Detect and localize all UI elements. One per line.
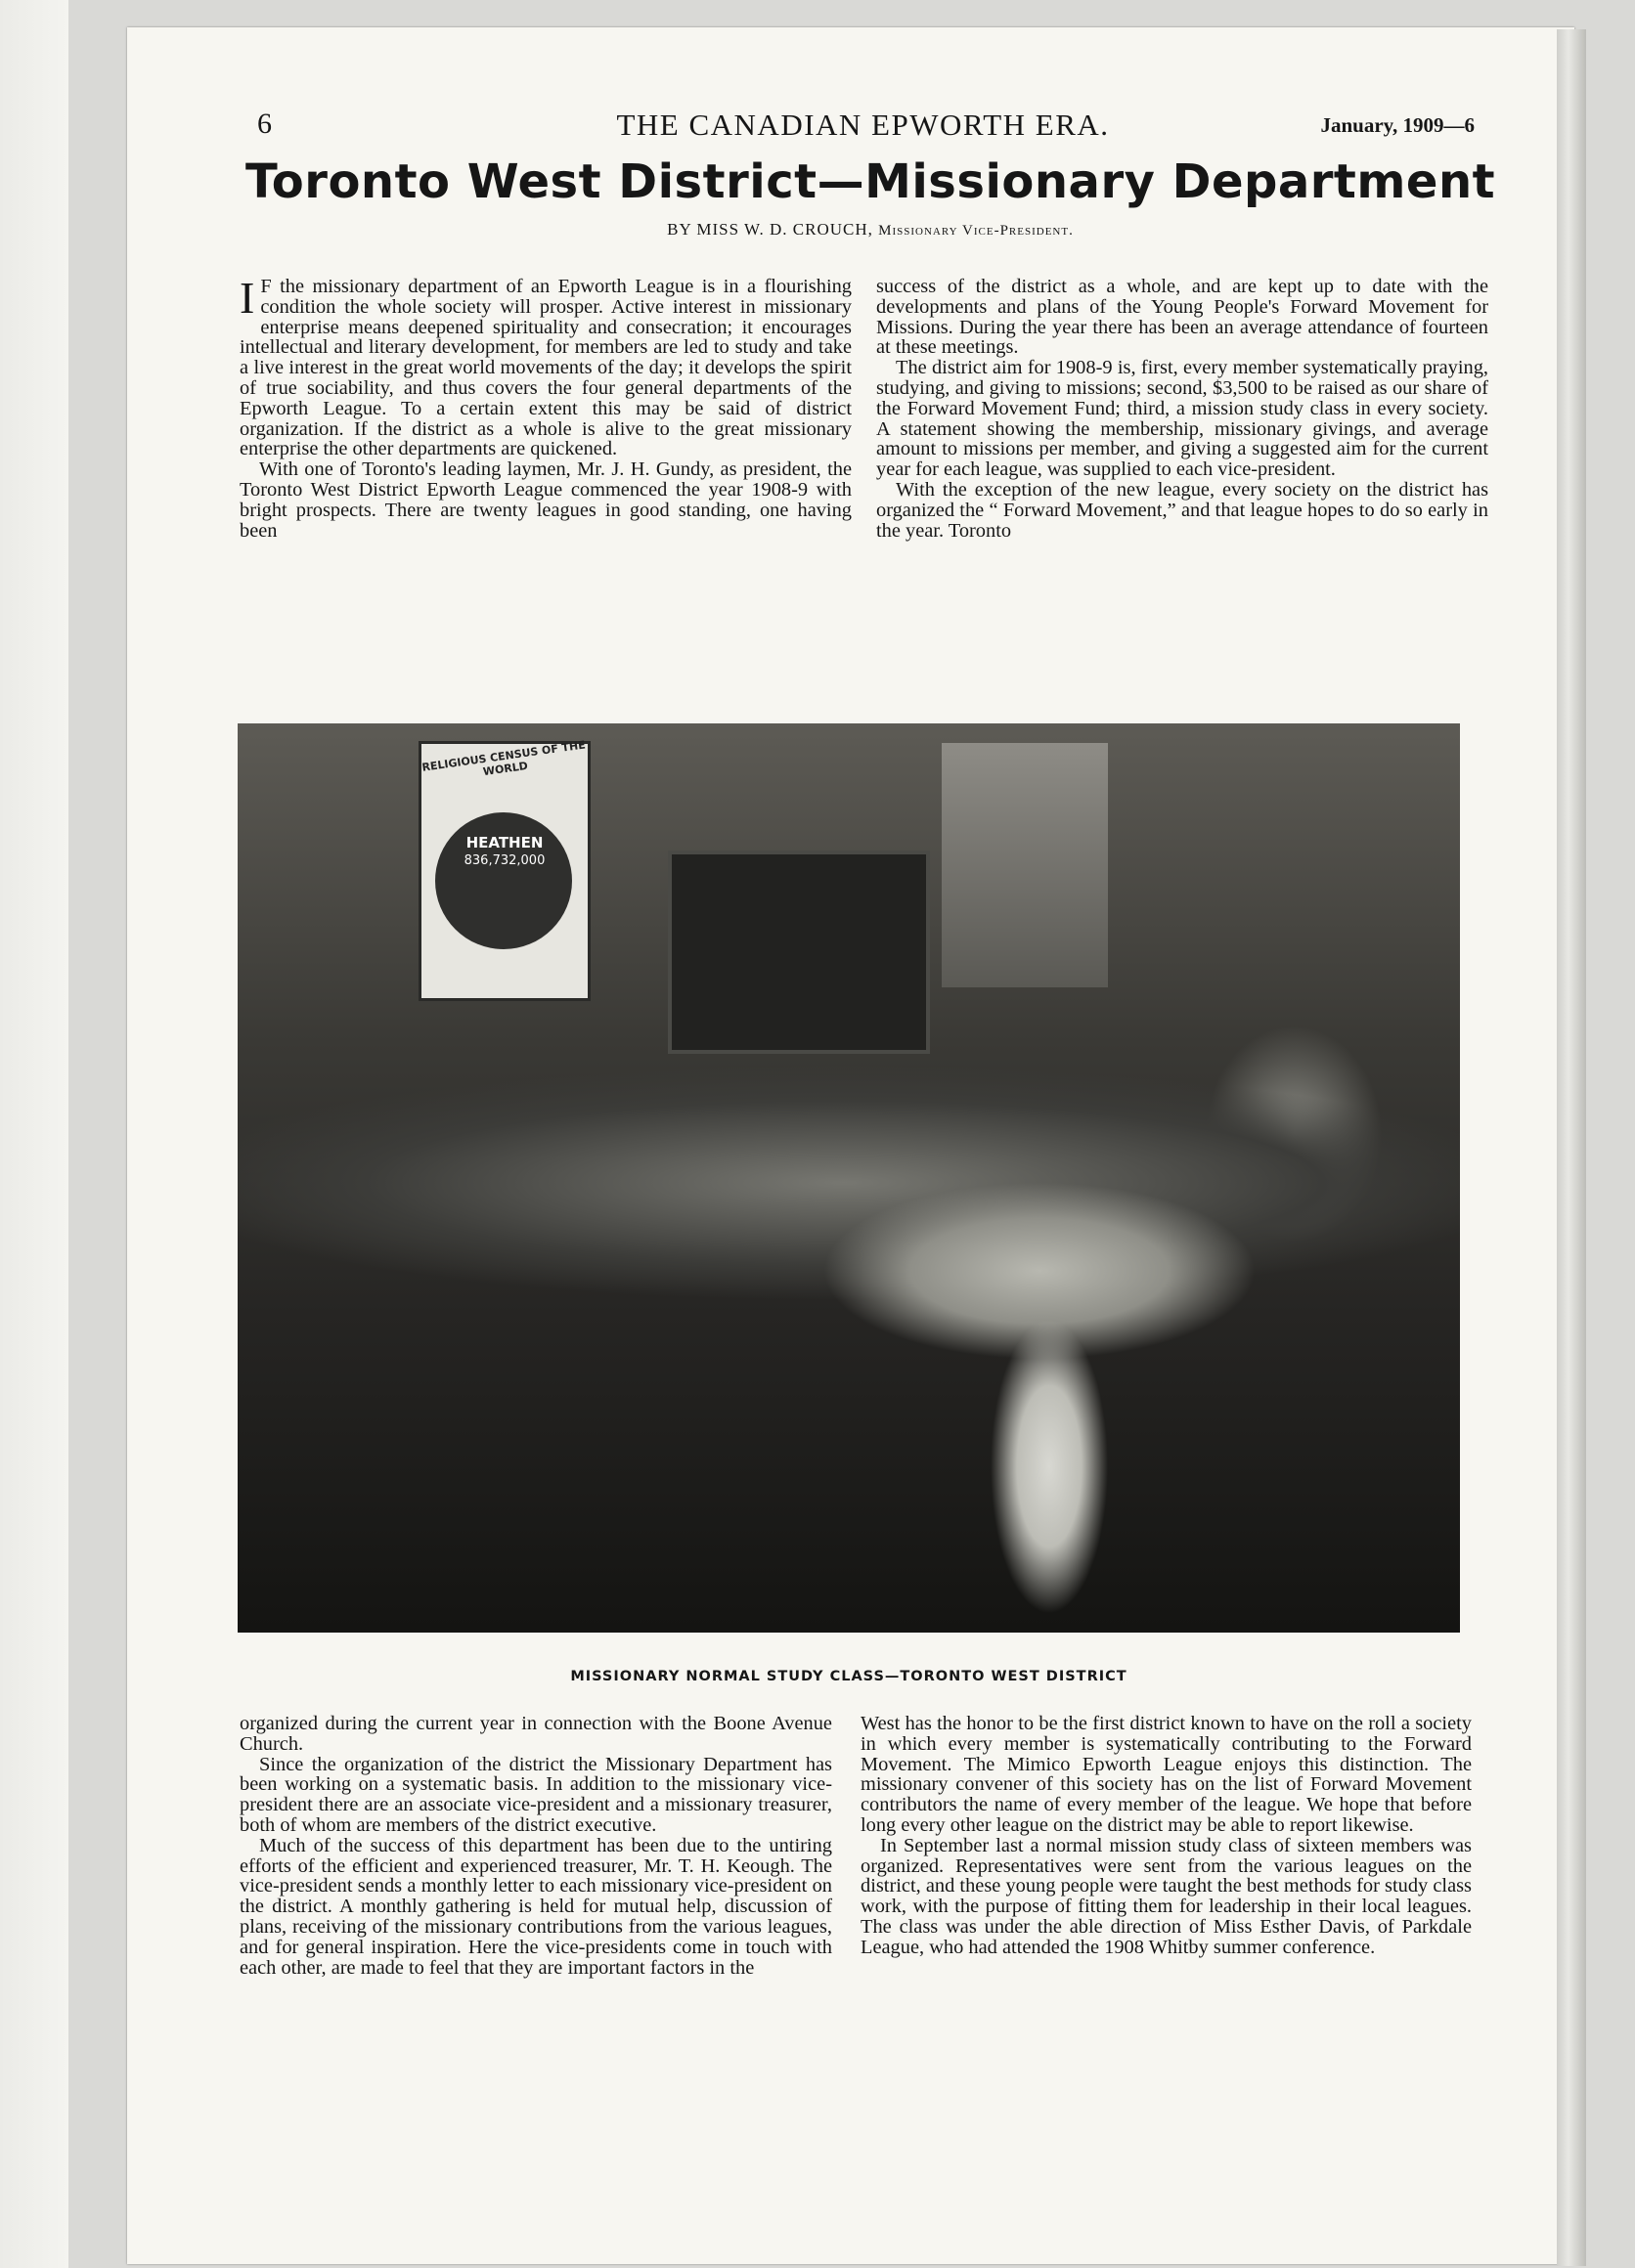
paragraph (240, 273, 852, 460)
paragraph: West has the honor to be the first district known to have on the roll a society in which every member is systematically contributing to the Forward Movement. The Mimico Epworth League enjoys this distinction. The missionary convener of this society has on the list of Forward Movement contributors the name of every member of the league. We hope that before long every other league on the district may be able to report likewise. (861, 1713, 1472, 1836)
group-photograph (238, 723, 1460, 1633)
byline-author: BY MISS W. D. CROUCH, (667, 220, 873, 239)
poster-heading: RELIGIOUS CENSUS OF THE WORLD (420, 738, 587, 779)
census-poster (419, 738, 591, 1001)
article-headline: Toronto West District—Missionary Department (244, 154, 1496, 209)
paragraph: organized during the current year in connection with the Boone Avenue Church. (240, 1713, 832, 1755)
paragraph: success of the district as a whole, and are kept up to date with the developments and plans of the Young People's Forward Movement for Missions. During the year there has been an average attendance of fourteen at these meetings. (876, 276, 1488, 359)
byline-role: Missionary Vice-President. (878, 223, 1074, 239)
blackboard (668, 850, 930, 1054)
paragraph: With the exception of the new league, every society on the district has organized the “ Forward Movement,” and that league hopes to do so early in the year. Toronto (876, 478, 1488, 542)
photo-caption: MISSIONARY NORMAL STUDY CLASS—TORONTO WEST DISTRICT (570, 1669, 1127, 1684)
masthead-title: THE CANADIAN EPWORTH ERA. (616, 108, 1110, 142)
issue-date: January, 1909—6 (1320, 113, 1475, 137)
drop-cap: I (240, 273, 255, 323)
scan-left-margin (0, 0, 68, 2268)
poster-count: 836,732,000 (464, 853, 546, 868)
column-1 (240, 273, 852, 542)
column-2 (876, 277, 1488, 541)
byline (240, 220, 1501, 240)
window-curtain (942, 743, 1108, 987)
running-header (240, 108, 1486, 147)
column-3 (240, 1714, 832, 1978)
paragraph-text: F the missionary department of an Epworth League is in a flourishing condition the whole society will prosper. Active interest in missionary enterprise means deepened spirituality and consecration; it encourages intellectual and literary development, for members are led to study and take a live interest in the great world movements of the day; it develops the spirit of true sociability, and thus covers the four general departments of the Epworth League. To a certain extent this may be said of district organization. If the district as a whole is alive to the great missionary enterprise the other departments are quickened. (240, 276, 852, 460)
paragraph: In September last a normal mission study class of sixteen members was organized. Representatives were sent from the various leagues on the district, and these young people were taught the best methods for study class work, with the purpose of fitting them for leadership in their local leagues. The class was under the able direction of Miss Esther Davis, of Parkdale League, who had attended the 1908 Whitby summer conference. (861, 1834, 1472, 1958)
paragraph: The district aim for 1908-9 is, first, every member systematically praying, studying, and giving to missions; second, $3,500 to be raised as our share of the Forward Movement Fund; third, a mission study class in every society. A statement showing the membership, missionary givings, and average amount to missions per member, and giving a suggested aim for the current year for each league, was supplied to each vice-president. (876, 357, 1488, 481)
page-edge-shadow (1557, 29, 1586, 2266)
paragraph: Since the organization of the district the Missionary Department has been working on a systematic basis. In addition to the missionary vice-president there are an associate vice-president and a missionary treasurer, both of whom are members of the district executive. (240, 1753, 832, 1836)
paragraph: Much of the success of this department has been due to the untiring efforts of the efficient and experienced treasurer, Mr. T. H. Keough. The vice-president sends a monthly letter to each missionary vice-president on the district. A monthly gathering is held for mutual help, discussion of plans, receiving of the missionary contributions from the various leagues, and for general inspiration. Here the vice-presidents come in touch with each other, are made to feel that they are important factors in the (240, 1834, 832, 1979)
column-4 (861, 1714, 1472, 1958)
poster-pie-chart (435, 812, 572, 949)
page-number: 6 (257, 108, 272, 140)
paragraph: With one of Toronto's leading laymen, Mr. J. H. Gundy, as president, the Toronto West District Epworth League commenced the year 1908-9 with bright prospects. There are twenty leagues in good standing, one having been (240, 458, 852, 542)
poster-label: HEATHEN (465, 834, 544, 851)
